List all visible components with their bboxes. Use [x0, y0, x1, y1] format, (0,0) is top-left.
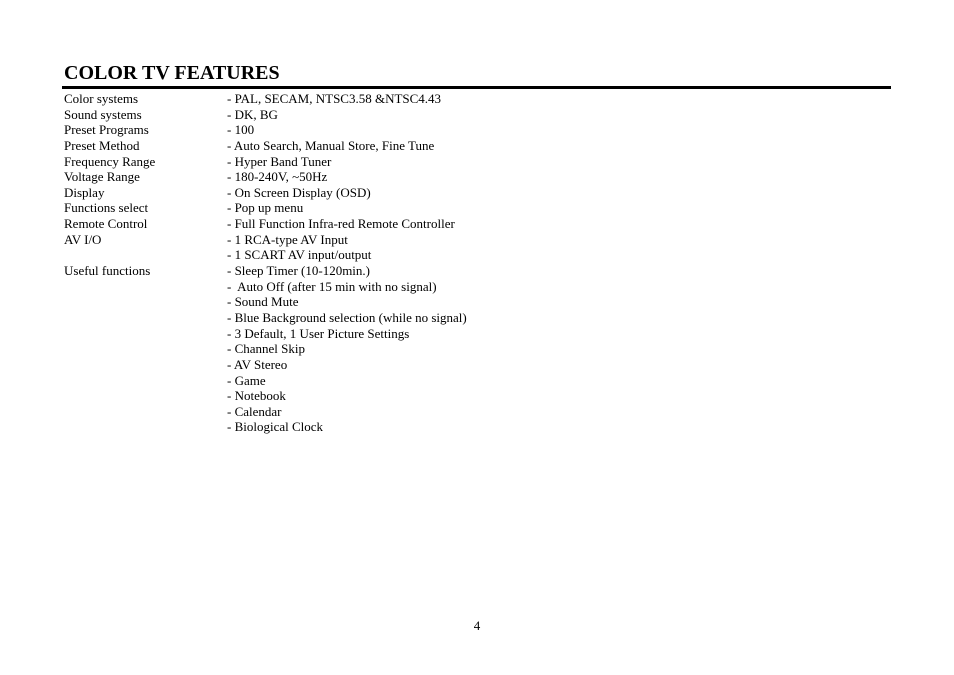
feature-row — [64, 232, 764, 248]
feature-row — [64, 263, 764, 279]
feature-value: - PAL, SECAM, NTSC3.58 &NTSC4.43 — [227, 91, 442, 106]
feature-row — [64, 247, 764, 263]
feature-row — [64, 169, 764, 185]
feature-value: - Auto Search, Manual Store, Fine Tune — [227, 137, 435, 153]
feature-label: Functions select — [64, 200, 149, 216]
feature-value: - On Screen Display (OSD) — [227, 184, 371, 200]
feature-row — [64, 373, 764, 389]
feature-row — [64, 185, 764, 201]
feature-label: AV I/O — [64, 231, 102, 247]
feature-row — [64, 310, 764, 326]
page-title: COLOR TV FEATURES — [64, 62, 280, 84]
feature-label: Display — [64, 184, 105, 200]
page-number: 4 — [473, 618, 481, 633]
feature-label: Sound systems — [64, 106, 142, 122]
feature-value: - Blue Background selection (while no signal) — [227, 309, 467, 325]
feature-value: - AV Stereo — [227, 356, 288, 372]
feature-value: - Sleep Timer (10-120min.) — [227, 263, 370, 279]
feature-label: Useful functions — [64, 263, 151, 279]
feature-value: - Channel Skip — [227, 341, 305, 357]
feature-row — [64, 200, 764, 216]
feature-value: - Auto Off (after 15 min with no signal) — [227, 278, 437, 294]
feature-row — [64, 388, 764, 404]
feature-row — [64, 154, 764, 170]
feature-label: Preset Programs — [64, 122, 149, 138]
feature-value: - Calendar — [227, 403, 282, 419]
feature-row — [64, 138, 764, 154]
feature-value: - Pop up menu — [227, 200, 304, 216]
feature-row — [64, 279, 764, 295]
feature-value: - 3 Default, 1 User Picture Settings — [227, 325, 410, 341]
feature-value: - Notebook — [227, 388, 286, 404]
feature-label: Voltage Range — [64, 169, 140, 185]
feature-value: - 1 SCART AV input/output — [227, 247, 372, 263]
title-underline — [62, 86, 891, 89]
feature-value: - DK, BG — [227, 106, 278, 122]
feature-label: Remote Control — [64, 216, 148, 232]
feature-row — [64, 404, 764, 420]
feature-list — [64, 91, 764, 435]
feature-label: Frequency Range — [64, 153, 156, 169]
feature-row — [64, 294, 764, 310]
feature-value: - 180-240V, ~50Hz — [227, 169, 328, 185]
feature-label: Preset Method — [64, 137, 140, 153]
feature-value: - 100 — [227, 122, 255, 138]
feature-row — [64, 341, 764, 357]
feature-row — [64, 122, 764, 138]
feature-value: - Hyper Band Tuner — [227, 153, 332, 169]
feature-value: - Full Function Infra-red Remote Controller — [227, 216, 455, 232]
feature-value: - Game — [227, 372, 266, 388]
feature-label: Color systems — [64, 91, 139, 106]
feature-row — [64, 91, 764, 107]
feature-row — [64, 357, 764, 373]
feature-value: - Sound Mute — [227, 294, 299, 310]
feature-row — [64, 419, 764, 435]
feature-value: - Biological Clock — [227, 419, 324, 435]
feature-row — [64, 107, 764, 123]
feature-value: - 1 RCA-type AV Input — [227, 231, 348, 247]
feature-row — [64, 326, 764, 342]
feature-row — [64, 216, 764, 232]
